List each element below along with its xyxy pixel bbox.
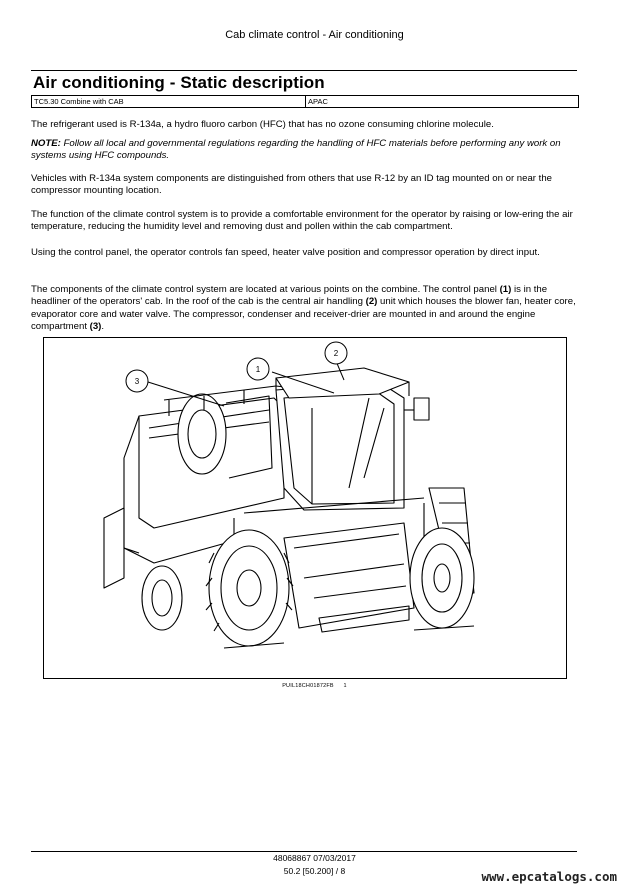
footer-doc-number: 48068867 07/03/2017 [273, 853, 356, 863]
region-cell: APAC [308, 97, 328, 106]
running-header: Cab climate control - Air conditioning [225, 29, 404, 41]
footer-page-ref: 50.2 [50.200] / 8 [283, 866, 346, 876]
figure-code: PUIL18CH01872FB [282, 683, 334, 689]
callout-2-label: 2 [333, 349, 339, 358]
paragraph-function: The function of the climate control system is to provide a comfortable environment for the operator by raising or low-ering the air temperature, reducing the humidity level and removing dust and pollen within the cab compartment. [31, 209, 573, 233]
callout-1-label: 1 [255, 365, 261, 374]
note-label: NOTE: [31, 138, 61, 149]
paragraph-refrigerant: The refrigerant used is R-134a, a hydro fluoro carbon (HFC) that has no ozone consuming chlorine molecule. [31, 119, 494, 130]
section-title-block [31, 70, 577, 93]
note-text: Follow all local and governmental regulations regarding the handling of HFC materials before performing any work on systems using HFC compounds. [31, 138, 561, 162]
model-cell: TC5.30 Combine with CAB [32, 96, 306, 107]
combine-illustration [44, 338, 566, 678]
paragraph-id-tag: Vehicles with R-134a system components are distinguished from others that use R-12 by an ID tag mounted on or near the compressor mounting location. [31, 173, 553, 197]
footer-rule [31, 851, 577, 852]
paragraph-note [31, 138, 579, 163]
section-title: Air conditioning - Static description [33, 73, 325, 92]
combine-figure [43, 337, 567, 679]
model-applicability-table [31, 95, 579, 108]
paragraph-control-panel: Using the control panel, the operator controls fan speed, heater valve position and compressor operation by direct input. [31, 247, 540, 258]
callout-3-label: 3 [134, 377, 140, 386]
figure-caption [0, 683, 629, 689]
site-watermark: www.epcatalogs.com [481, 869, 617, 884]
paragraph-components: The components of the climate control system are located at various points on the combine. The control panel (1) is in the headliner of the operators' cab. In the roof of the cab is the central air handling (2) unit which houses the blower fan, heater core, evaporator core and water valve. The compressor, condenser and receiver-drier are mounted in and around the engine compartment (3). [31, 284, 576, 333]
figure-number: 1 [343, 683, 347, 689]
